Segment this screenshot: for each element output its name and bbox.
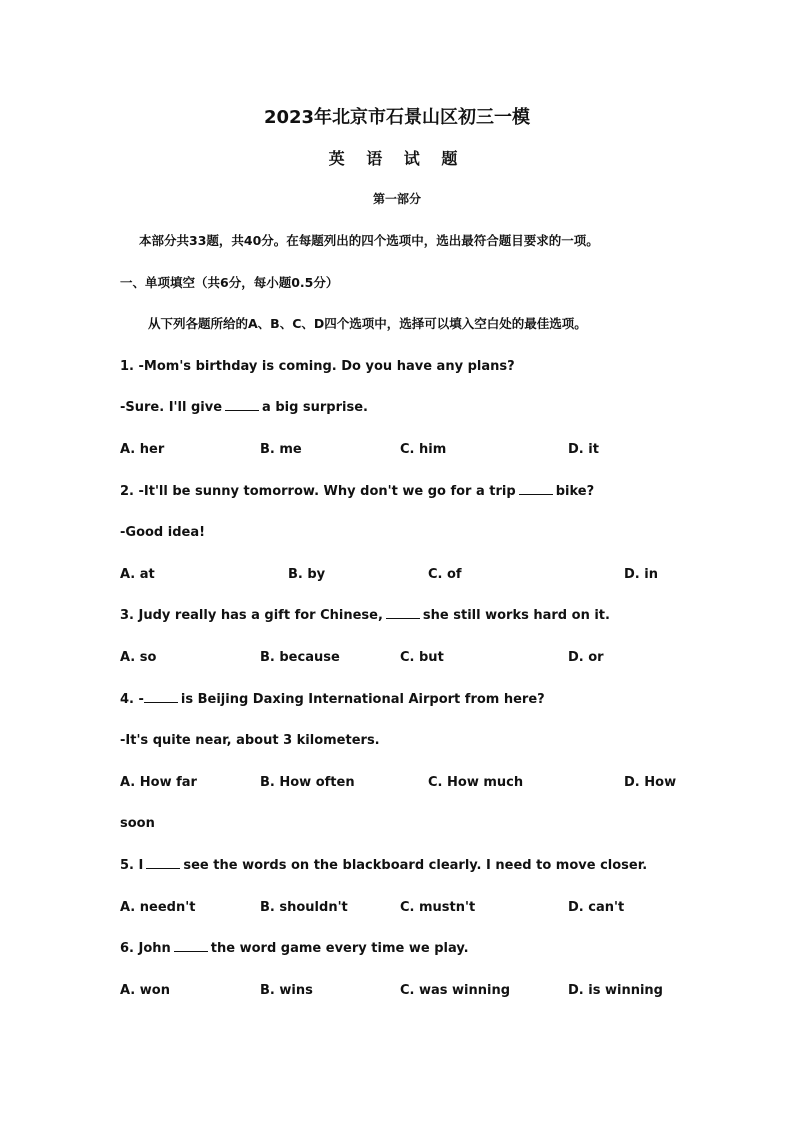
- option-3c: C. but: [400, 650, 444, 665]
- answer-blank: [386, 617, 420, 619]
- question-text: -Sure. I'll give: [120, 400, 223, 415]
- option-5b: B. shouldn't: [260, 900, 348, 915]
- option-6d: D. is winning: [568, 983, 663, 998]
- option-2c: C. of: [428, 567, 462, 582]
- answer-blank: [519, 493, 553, 495]
- option-3d: D. or: [568, 650, 604, 665]
- answer-blank: [225, 409, 259, 411]
- option-4d: D. How: [624, 775, 677, 790]
- document-subtitle: 英 语 试 题: [328, 149, 466, 168]
- option-6c: C. was winning: [400, 983, 511, 998]
- part-intro: 本部分共33题，共40分。在每题列出的四个选项中，选出最符合题目要求的一项。: [139, 233, 599, 248]
- question-4-line-2: -It's quite near, about 3 kilometers.: [120, 733, 380, 748]
- question-6-line-1: [120, 942, 469, 955]
- question-text: 1. -Mom's birthday is coming. Do you have any plans?: [120, 359, 515, 374]
- question-3-line-1: [120, 609, 610, 622]
- option-1b: B. me: [260, 442, 302, 457]
- question-text: 3. Judy really has a gift for Chinese,: [120, 608, 383, 623]
- question-2-line-2: -Good idea!: [120, 525, 206, 540]
- question-text: bike?: [555, 484, 595, 499]
- section-heading: 一、单项填空（共6分，每小题0.5分）: [120, 275, 339, 290]
- option-5c: C. mustn't: [400, 900, 476, 915]
- question-text: 4. -: [120, 692, 144, 707]
- question-text: 2. -It'll be sunny tomorrow. Why don't we go for a trip: [120, 484, 516, 499]
- question-4-line-1: [120, 693, 545, 706]
- question-text: see the words on the blackboard clearly. I need to move closer.: [183, 858, 648, 873]
- option-1c: C. him: [400, 442, 447, 457]
- option-4a: A. How far: [120, 775, 197, 790]
- document-title: 2023年北京市石景山区初三一模: [263, 107, 531, 128]
- option-2b: B. by: [288, 567, 326, 582]
- option-1a: A. her: [120, 442, 165, 457]
- question-5-line-1: [120, 859, 647, 872]
- question-1-line-1: [120, 360, 515, 373]
- option-4c: C. How much: [428, 775, 524, 790]
- question-text: she still works hard on it.: [422, 608, 610, 623]
- question-text: 5. I: [120, 858, 144, 873]
- option-3b: B. because: [260, 650, 340, 665]
- question-text: the word game every time we play.: [210, 941, 469, 956]
- option-1d: D. it: [568, 442, 599, 457]
- answer-blank: [144, 701, 178, 703]
- question-1-line-2: [120, 401, 368, 414]
- answer-blank: [146, 867, 180, 869]
- option-5a: A. needn't: [120, 900, 196, 915]
- option-5d: D. can't: [568, 900, 625, 915]
- section-instruction: 从下列各题所给的A、B、C、D四个选项中，选择可以填入空白处的最佳选项。: [148, 316, 587, 331]
- option-2a: A. at: [120, 567, 155, 582]
- option-2d: D. in: [624, 567, 658, 582]
- question-text: is Beijing Daxing International Airport from here?: [180, 692, 545, 707]
- option-4b: B. How often: [260, 775, 355, 790]
- option-6b: B. wins: [260, 983, 313, 998]
- option-3a: A. so: [120, 650, 157, 665]
- part-heading: 第一部分: [372, 192, 421, 206]
- option-6a: A. won: [120, 983, 170, 998]
- question-text: 6. John: [120, 941, 171, 956]
- answer-blank: [174, 950, 208, 952]
- option-4d-wrap: soon: [120, 816, 155, 831]
- question-text: a big surprise.: [262, 400, 368, 415]
- question-2-line-1: [120, 485, 594, 498]
